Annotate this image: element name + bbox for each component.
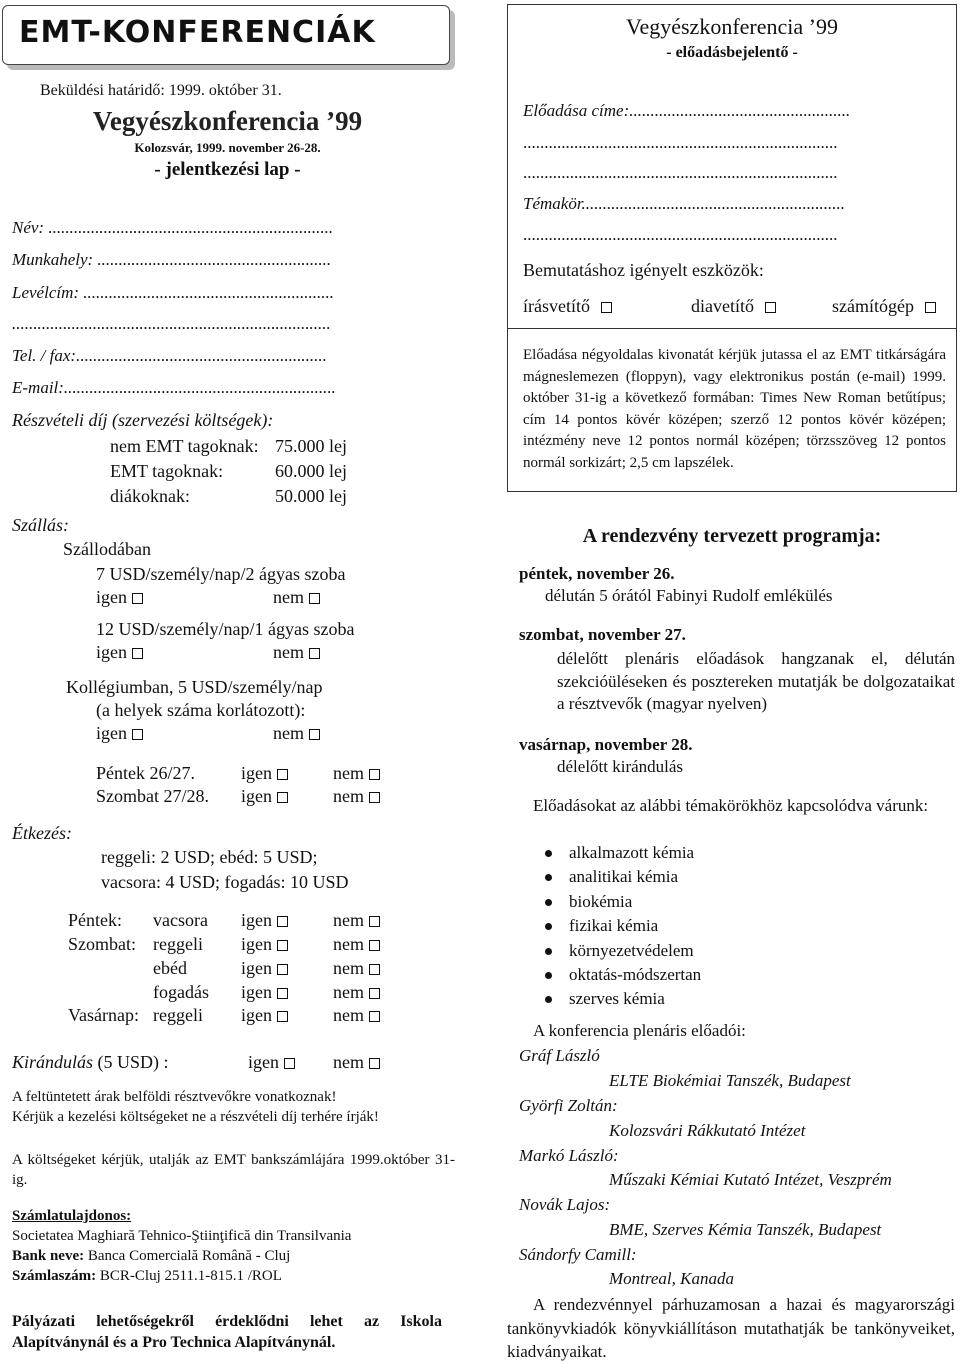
meal-no[interactable]: nem [333, 1005, 380, 1026]
meal-day: Szombat: [68, 934, 136, 954]
meals-heading: Étkezés: [12, 823, 72, 843]
handling-note: Kérjük a kezelési költségeket ne a részvételi díj terhére írják! [12, 1109, 379, 1125]
deadline: Beküldési határidő: 1999. október 31. [40, 82, 282, 99]
program-day: vasárnap, november 28. [519, 735, 693, 754]
phone-fax-field[interactable]: Tel. / fax:........................................................... [12, 346, 327, 365]
hotel-label: Szállodában [63, 539, 151, 559]
checkbox[interactable] [309, 729, 320, 740]
address-field-line2[interactable]: ........................................................................... [12, 314, 331, 333]
presentation-form-subtitle: - előadásbejelentő - [666, 44, 798, 61]
masthead-title: EMT-KONFERENCIÁK [19, 15, 376, 50]
topics-intro: Előadásokat az alábbi témakörökhöz kapcsolódva várunk: [533, 796, 929, 815]
night-yes[interactable]: igen [241, 786, 288, 807]
meal-yes[interactable]: igen [241, 982, 288, 1003]
excursion-yes[interactable]: igen [248, 1052, 295, 1073]
program-title: A rendezvény tervezett programja: [582, 525, 882, 547]
fee-amount: 50.000 lej [275, 486, 347, 506]
checkbox[interactable] [601, 302, 612, 313]
meal-no[interactable]: nem [333, 958, 380, 979]
checkbox[interactable] [132, 648, 143, 659]
meal-prices: reggeli: 2 USD; ebéd: 5 USD; [101, 847, 318, 867]
email-field[interactable]: E-mail:................................................................ [12, 378, 336, 397]
submission-instructions: Előadása négyoldalas kivonatát kérjük jutassa el az EMT titkárságára mágneslemezen (floppyn), vagy elektronikus postán (e-mail) 1999. október 31-ig a következő formában: Times New Roman betűtípus; cím 14 pontos kövér középen; szerző 12 pontos kövér középen; intézmény neve 12 pontos normál középen; törzsszöveg 12 pontos normál sorkizárt; 2,5 cm lapszélek. [523, 347, 946, 471]
checkbox[interactable] [369, 988, 380, 999]
night-no[interactable]: nem [333, 786, 380, 807]
double-room-yes[interactable]: igen [96, 587, 143, 608]
topic-field[interactable]: Témakör.............................................................. [523, 194, 846, 213]
presentation-form-title: Vegyészkonferencia ’99 [626, 14, 838, 39]
checkbox[interactable] [277, 1011, 288, 1022]
payment-note: A költségeket kérjük, utalják az EMT bankszámlájára 1999.október 31-ig. [12, 1152, 455, 1188]
meal-yes[interactable]: igen [241, 910, 288, 931]
meal-type: ebéd [153, 958, 187, 978]
checkbox[interactable] [277, 940, 288, 951]
speaker-institution: ELTE Biokémiai Tanszék, Budapest [609, 1071, 851, 1090]
meal-type: reggeli [153, 1005, 203, 1025]
conference-title: Vegyészkonferencia ’99 [92, 106, 363, 136]
excursion-row: Kirándulás (5 USD) : [12, 1052, 169, 1072]
meal-yes[interactable]: igen [241, 958, 288, 979]
topic-line2[interactable]: .......................................................................... [523, 225, 838, 244]
program-day: péntek, november 26. [519, 564, 675, 583]
conference-place: Kolozsvár, 1999. november 26-28. [134, 140, 321, 155]
grant-info: Pályázati lehetőségekről érdeklődni lehet az Iskola Alapítványnál és a Pro Technica Alapítványnál. [12, 1313, 442, 1351]
account-owner: Societatea Maghiară Tehnico-Ştiinţifică din Transilvania [12, 1228, 352, 1244]
list-item: szerves kémia [545, 988, 701, 1012]
list-item: alkalmazott kémia [545, 842, 701, 866]
lodging-heading: Szállás: [12, 515, 70, 535]
checkbox[interactable] [369, 769, 380, 780]
list-item: környezetvédelem [545, 940, 701, 964]
program-desc: délután 5 órától Fabinyi Rudolf emlékülés [545, 586, 833, 605]
checkbox[interactable] [132, 593, 143, 604]
meal-yes[interactable]: igen [241, 1005, 288, 1026]
divider [507, 328, 957, 329]
checkbox[interactable] [765, 302, 776, 313]
list-item: fizikai kémia [545, 915, 701, 939]
account-owner-label: Számlatulajdonos: [12, 1208, 132, 1224]
checkbox[interactable] [369, 792, 380, 803]
checkbox[interactable] [369, 940, 380, 951]
double-room-label: 7 USD/személy/nap/2 ágyas szoba [96, 564, 346, 584]
speakers-intro: A konferencia plenáris előadói: [533, 1021, 746, 1040]
account-number: Számlaszám: BCR-Cluj 2511.1-815.1 /ROL [12, 1268, 282, 1284]
checkbox[interactable] [309, 648, 320, 659]
fee-amount: 60.000 lej [275, 461, 347, 481]
speaker-institution: Montreal, Kanada [609, 1269, 734, 1288]
name-field[interactable]: Név: ................................................................... [12, 218, 334, 237]
speaker-name: Sándorfy Camill: [519, 1245, 637, 1264]
speaker-name: Novák Lajos: [519, 1195, 611, 1214]
single-room-no[interactable]: nem [273, 642, 320, 663]
dorm-label: Kollégiumban, 5 USD/személy/nap [66, 677, 323, 697]
checkbox[interactable] [277, 964, 288, 975]
workplace-field[interactable]: Munkahely: ....................................................... [12, 250, 332, 269]
speaker-name: Markó László: [519, 1146, 619, 1165]
checkbox[interactable] [277, 988, 288, 999]
masthead-banner [2, 5, 450, 65]
speaker-institution: Kolozsvári Rákkutató Intézet [609, 1121, 806, 1140]
checkbox[interactable] [277, 769, 288, 780]
meal-prices: vacsora: 4 USD; fogadás: 10 USD [101, 872, 349, 892]
checkbox[interactable] [284, 1058, 295, 1069]
night-label: Péntek 26/27. [96, 763, 195, 783]
dorm-note: (a helyek száma korlátozott): [96, 700, 306, 720]
meal-yes[interactable]: igen [241, 934, 288, 955]
meal-no[interactable]: nem [333, 982, 380, 1003]
meal-day: Péntek: [68, 910, 122, 930]
list-item: biokémia [545, 891, 701, 915]
slide-projector-option[interactable]: diavetítő [691, 296, 776, 317]
checkbox[interactable] [369, 1058, 380, 1069]
fee-label: diákoknak: [110, 486, 190, 506]
meal-day: Vasárnap: [68, 1005, 139, 1025]
dorm-yes[interactable]: igen [96, 723, 143, 744]
speaker-name: Gráf László [519, 1046, 600, 1065]
book-fair-note: A rendezvénnyel párhuzamosan a hazai és magyarországi tankönyvkiadók könyvkiállításon mutathatják be tankönyveiket, kiadványaikat. [507, 1295, 955, 1361]
speaker-name: Györfi Zoltán: [519, 1096, 618, 1115]
excursion-no[interactable]: nem [333, 1052, 380, 1073]
speaker-institution: BME, Szerves Kémia Tanszék, Budapest [609, 1220, 882, 1239]
equipment-label: Bemutatáshoz igényelt eszközök: [523, 260, 764, 280]
night-label: Szombat 27/28. [96, 786, 209, 806]
single-room-yes[interactable]: igen [96, 642, 143, 663]
fee-label: EMT tagoknak: [110, 461, 224, 481]
fee-amount: 75.000 lej [275, 436, 347, 456]
checkbox[interactable] [309, 593, 320, 604]
checkbox[interactable] [369, 1011, 380, 1022]
computer-option[interactable]: számítógép [832, 296, 936, 317]
dorm-no[interactable]: nem [273, 723, 320, 744]
meal-no[interactable]: nem [333, 934, 380, 955]
night-no[interactable]: nem [333, 763, 380, 784]
checkbox[interactable] [925, 302, 936, 313]
program-desc: délelőtt kirándulás [557, 757, 684, 776]
bank-name: Bank neve: Banca Comercială Română - Cluj [12, 1248, 291, 1264]
fee-label: nem EMT tagoknak: [110, 436, 259, 456]
talk-title-line2[interactable]: .......................................................................... [523, 133, 838, 152]
speaker-institution: Műszaki Kémiai Kutató Intézet, Veszprém [609, 1170, 892, 1189]
checkbox[interactable] [132, 729, 143, 740]
form-title: - jelentkezési lap - [154, 159, 301, 180]
meal-type: reggeli [153, 934, 203, 954]
list-item: analitikai kémia [545, 866, 701, 890]
checkbox[interactable] [277, 792, 288, 803]
program-day: szombat, november 27. [519, 625, 686, 644]
program-desc: délelőtt plenáris előadások hangzanak el, délután szekcióüléseken és posztereken mutatják be dolgozataikat a résztvevők (magyar nyelven) [557, 649, 955, 713]
meal-type: fogadás [153, 982, 209, 1002]
night-yes[interactable]: igen [241, 763, 288, 784]
meal-no[interactable]: nem [333, 910, 380, 931]
talk-title-line3[interactable]: .......................................................................... [523, 163, 838, 182]
list-item: oktatás-módszertan [545, 964, 701, 988]
checkbox[interactable] [369, 964, 380, 975]
checkbox[interactable] [369, 916, 380, 927]
meal-type: vacsora [153, 910, 208, 930]
double-room-no[interactable]: nem [273, 587, 320, 608]
talk-title-field[interactable]: Előadása címe:.................................................... [523, 101, 851, 120]
price-note: A feltüntetett árak belföldi résztvevőkre vonatkoznak! [12, 1089, 337, 1105]
checkbox[interactable] [277, 916, 288, 927]
address-field[interactable]: Levélcím: ........................................................... [12, 283, 335, 302]
fee-heading: Részvételi díj (szervezési költségek): [12, 410, 274, 430]
overhead-projector-option[interactable]: írásvetítő [523, 296, 612, 317]
topic-list [545, 842, 701, 1013]
single-room-label: 12 USD/személy/nap/1 ágyas szoba [96, 619, 355, 639]
